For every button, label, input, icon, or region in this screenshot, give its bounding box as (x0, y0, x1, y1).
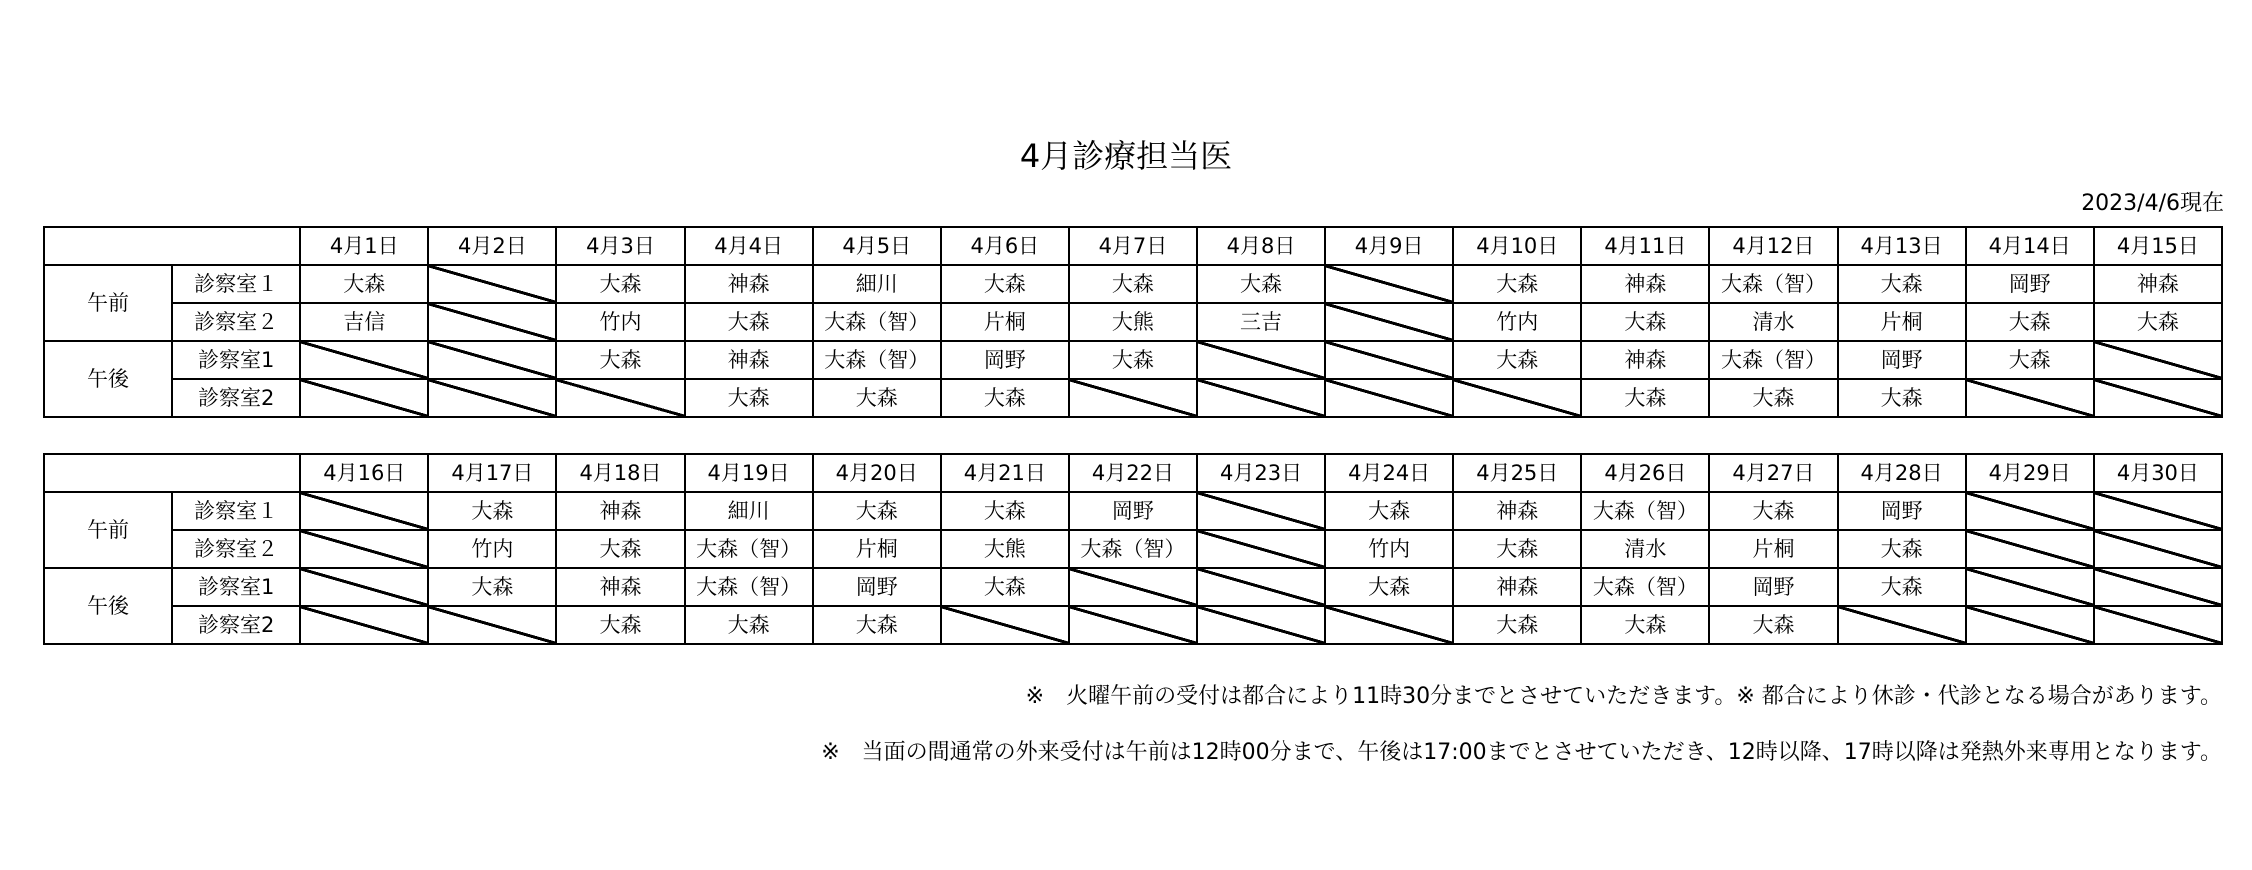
doctor-cell: 大森 (813, 606, 941, 644)
closed-cell (1197, 379, 1325, 417)
date-header: 4月27日 (1709, 454, 1837, 492)
doctor-cell: 大森 (1966, 303, 2094, 341)
closed-cell (1966, 530, 2094, 568)
date-header: 4月22日 (1069, 454, 1197, 492)
closed-cell (1966, 568, 2094, 606)
closed-cell (941, 606, 1069, 644)
doctor-cell: 大森 (1838, 265, 1966, 303)
doctor-cell: 清水 (1709, 303, 1837, 341)
doctor-cell: 竹内 (428, 530, 556, 568)
doctor-cell: 岡野 (941, 341, 1069, 379)
doctor-cell: 大森（智） (1709, 265, 1837, 303)
doctor-cell: 大森 (813, 492, 941, 530)
date-header: 4月4日 (685, 227, 813, 265)
doctor-cell: 大森 (1581, 606, 1709, 644)
schedule-row-pm-room2 (44, 606, 2222, 644)
doctor-cell: 大森 (556, 265, 684, 303)
closed-cell (1966, 492, 2094, 530)
date-header: 4月12日 (1709, 227, 1837, 265)
closed-cell (300, 606, 428, 644)
closed-cell (1325, 341, 1453, 379)
closed-cell (1325, 303, 1453, 341)
schedule-row-pm-room1 (44, 568, 2222, 606)
date-header: 4月9日 (1325, 227, 1453, 265)
doctor-cell: 神森 (1453, 492, 1581, 530)
date-header: 4月11日 (1581, 227, 1709, 265)
date-header: 4月28日 (1838, 454, 1966, 492)
doctor-cell: 神森 (1453, 568, 1581, 606)
date-header: 4月5日 (813, 227, 941, 265)
closed-cell (1069, 379, 1197, 417)
doctor-cell: 大森 (685, 606, 813, 644)
schedule-row-pm-room2 (44, 379, 2222, 417)
morning-label: 午前 (44, 265, 172, 341)
doctor-cell: 岡野 (1838, 492, 1966, 530)
doctor-cell: 大森 (1709, 492, 1837, 530)
doctor-cell: 片桐 (813, 530, 941, 568)
doctor-cell: 細川 (685, 492, 813, 530)
doctor-cell: 神森 (1581, 341, 1709, 379)
doctor-cell: 大森 (1453, 530, 1581, 568)
doctor-cell: 大森 (941, 568, 1069, 606)
doctor-cell: 竹内 (1325, 530, 1453, 568)
doctor-cell: 大森 (556, 341, 684, 379)
date-header-row (44, 454, 2222, 492)
page-title: 4月診療担当医 (1019, 137, 1233, 175)
doctor-cell: 片桐 (941, 303, 1069, 341)
doctor-cell: 大森 (1966, 341, 2094, 379)
room-label: 診察室1 (172, 341, 300, 379)
doctor-cell: 大森（智） (685, 568, 813, 606)
room-label: 診察室１ (172, 492, 300, 530)
date-header: 4月3日 (556, 227, 684, 265)
closed-cell (556, 379, 684, 417)
doctor-cell: 片桐 (1838, 303, 1966, 341)
doctor-cell: 大森 (1709, 379, 1837, 417)
date-header: 4月7日 (1069, 227, 1197, 265)
doctor-cell: 吉信 (300, 303, 428, 341)
doctor-cell: 岡野 (1069, 492, 1197, 530)
doctor-cell: 大森 (428, 568, 556, 606)
doctor-cell: 大森（智） (813, 341, 941, 379)
doctor-cell: 大熊 (941, 530, 1069, 568)
doctor-cell: 大森 (1453, 341, 1581, 379)
doctor-cell: 大森 (1581, 303, 1709, 341)
closed-cell (2094, 341, 2222, 379)
doctor-cell: 大森 (1325, 492, 1453, 530)
doctor-cell: 大熊 (1069, 303, 1197, 341)
afternoon-label: 午後 (44, 568, 172, 644)
closed-cell (2094, 492, 2222, 530)
closed-cell (1325, 265, 1453, 303)
doctor-cell: 大森 (1581, 379, 1709, 417)
date-header: 4月21日 (941, 454, 1069, 492)
doctor-cell: 岡野 (1709, 568, 1837, 606)
closed-cell (1197, 568, 1325, 606)
closed-cell (2094, 606, 2222, 644)
schedule-row-am-room2 (44, 530, 2222, 568)
closed-cell (1197, 530, 1325, 568)
closed-cell (2094, 379, 2222, 417)
doctor-cell: 大森 (685, 379, 813, 417)
doctor-cell: 大森 (941, 265, 1069, 303)
doctor-cell: 大森 (1838, 568, 1966, 606)
closed-cell (2094, 568, 2222, 606)
closed-cell (428, 265, 556, 303)
doctor-cell: 大森 (1325, 568, 1453, 606)
closed-cell (300, 379, 428, 417)
closed-cell (300, 530, 428, 568)
date-header: 4月17日 (428, 454, 556, 492)
doctor-cell: 大森 (1197, 265, 1325, 303)
morning-label: 午前 (44, 492, 172, 568)
doctor-cell: 神森 (2094, 265, 2222, 303)
closed-cell (300, 341, 428, 379)
date-header: 4月23日 (1197, 454, 1325, 492)
doctor-cell: 大森 (556, 530, 684, 568)
doctor-cell: 大森 (1453, 606, 1581, 644)
closed-cell (1197, 492, 1325, 530)
closed-cell (1197, 341, 1325, 379)
doctor-cell: 大森（智） (685, 530, 813, 568)
doctor-cell: 大森 (941, 492, 1069, 530)
doctor-cell: 神森 (556, 492, 684, 530)
closed-cell (1325, 606, 1453, 644)
closed-cell (1966, 606, 2094, 644)
doctor-cell: 大森（智） (813, 303, 941, 341)
doctor-cell: 大森 (1453, 265, 1581, 303)
closed-cell (1197, 606, 1325, 644)
room-label: 診察室２ (172, 303, 300, 341)
doctor-cell: 大森 (300, 265, 428, 303)
doctor-cell: 大森 (1069, 265, 1197, 303)
doctor-cell: 大森 (1838, 530, 1966, 568)
schedule-row-am-room2 (44, 303, 2222, 341)
closed-cell (300, 492, 428, 530)
doctor-cell: 岡野 (1966, 265, 2094, 303)
afternoon-label: 午後 (44, 341, 172, 417)
doctor-cell: 大森 (813, 379, 941, 417)
date-header: 4月1日 (300, 227, 428, 265)
doctor-cell: 細川 (813, 265, 941, 303)
date-header: 4月6日 (941, 227, 1069, 265)
doctor-cell: 大森 (1069, 341, 1197, 379)
date-header: 4月20日 (813, 454, 941, 492)
doctor-cell: 竹内 (1453, 303, 1581, 341)
corner-cell (44, 227, 300, 265)
doctor-cell: 三吉 (1197, 303, 1325, 341)
date-header: 4月30日 (2094, 454, 2222, 492)
closed-cell (1966, 379, 2094, 417)
room-label: 診察室２ (172, 530, 300, 568)
date-header: 4月29日 (1966, 454, 2094, 492)
doctor-cell: 大森（智） (1069, 530, 1197, 568)
date-header: 4月2日 (428, 227, 556, 265)
doctor-cell: 大森 (428, 492, 556, 530)
date-header: 4月19日 (685, 454, 813, 492)
doctor-cell: 岡野 (1838, 341, 1966, 379)
doctor-cell: 清水 (1581, 530, 1709, 568)
doctor-cell: 大森 (685, 303, 813, 341)
doctor-cell: 竹内 (556, 303, 684, 341)
note-fever-outpatient: ※ 当面の間通常の外来受付は午前は12時00分まで、午後は17:00までとさせていただき、12時以降、17時以降は発熱外来専用となります。 (821, 740, 2222, 765)
doctor-cell: 神森 (685, 265, 813, 303)
doctor-cell: 神森 (685, 341, 813, 379)
schedule-table-first-half (43, 226, 2223, 418)
doctor-cell: 片桐 (1709, 530, 1837, 568)
doctor-cell: 大森 (1838, 379, 1966, 417)
doctor-cell: 大森 (556, 606, 684, 644)
room-label: 診察室2 (172, 606, 300, 644)
date-header: 4月25日 (1453, 454, 1581, 492)
schedule-row-am-room1 (44, 492, 2222, 530)
schedule-table-second-half (43, 453, 2223, 645)
doctor-cell: 大森 (941, 379, 1069, 417)
corner-cell (44, 454, 300, 492)
closed-cell (300, 568, 428, 606)
doctor-cell: 大森（智） (1709, 341, 1837, 379)
closed-cell (428, 341, 556, 379)
as-of-date: 2023/4/6現在 (2081, 191, 2224, 216)
closed-cell (2094, 530, 2222, 568)
closed-cell (428, 379, 556, 417)
closed-cell (1325, 379, 1453, 417)
closed-cell (428, 303, 556, 341)
date-header: 4月15日 (2094, 227, 2222, 265)
date-header: 4月10日 (1453, 227, 1581, 265)
date-header: 4月8日 (1197, 227, 1325, 265)
date-header: 4月14日 (1966, 227, 2094, 265)
date-header: 4月24日 (1325, 454, 1453, 492)
doctor-cell: 神森 (556, 568, 684, 606)
doctor-cell: 大森 (2094, 303, 2222, 341)
note-tuesday-reception: ※ 火曜午前の受付は都合により11時30分までとさせていただきます。※ 都合により休診・代診となる場合があります。 (1025, 684, 2222, 709)
doctor-cell: 大森（智） (1581, 492, 1709, 530)
room-label: 診察室2 (172, 379, 300, 417)
date-header: 4月13日 (1838, 227, 1966, 265)
doctor-cell: 岡野 (813, 568, 941, 606)
date-header-row (44, 227, 2222, 265)
date-header: 4月26日 (1581, 454, 1709, 492)
date-header: 4月16日 (300, 454, 428, 492)
doctor-cell: 神森 (1581, 265, 1709, 303)
schedule-row-pm-room1 (44, 341, 2222, 379)
room-label: 診察室１ (172, 265, 300, 303)
closed-cell (1069, 606, 1197, 644)
closed-cell (428, 606, 556, 644)
closed-cell (1069, 568, 1197, 606)
schedule-row-am-room1 (44, 265, 2222, 303)
room-label: 診察室1 (172, 568, 300, 606)
doctor-cell: 大森（智） (1581, 568, 1709, 606)
date-header: 4月18日 (556, 454, 684, 492)
closed-cell (1838, 606, 1966, 644)
doctor-cell: 大森 (1709, 606, 1837, 644)
closed-cell (1453, 379, 1581, 417)
